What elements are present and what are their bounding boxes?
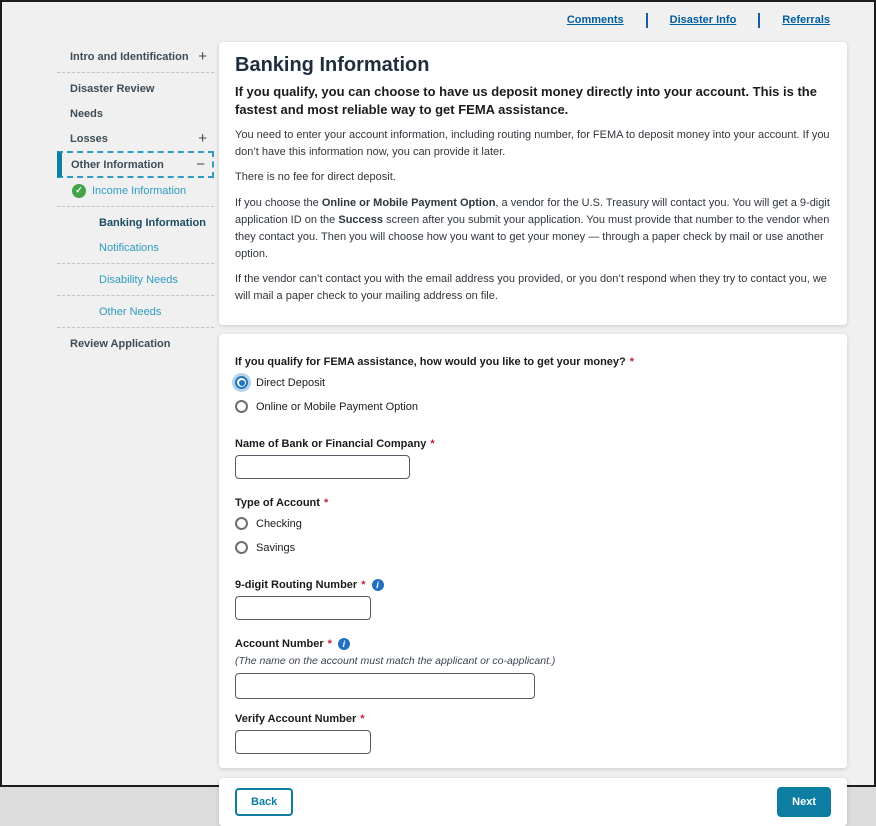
- referrals-link[interactable]: Referrals: [782, 14, 830, 26]
- sidebar-item-needs[interactable]: [57, 101, 214, 126]
- sidebar-nav: [2, 38, 219, 356]
- sidebar-item-disability-needs[interactable]: [57, 267, 214, 292]
- bank-name-input[interactable]: [235, 455, 410, 479]
- sidebar-item-intro-and-identification[interactable]: [57, 44, 214, 69]
- label-text: Verify Account Number: [235, 712, 357, 725]
- sidebar-item-label: Other Information: [71, 158, 164, 171]
- routing-number-label: [235, 579, 831, 591]
- direct-deposit-radio[interactable]: [235, 376, 248, 389]
- sidebar-item-other-needs[interactable]: [57, 299, 214, 324]
- next-button[interactable]: Next: [777, 787, 831, 817]
- label-text: Name of Bank or Financial Company: [235, 437, 427, 450]
- sidebar-item-label: Intro and Identification: [70, 50, 189, 63]
- sidebar-item-losses[interactable]: [57, 126, 214, 151]
- label-text: Account Number: [235, 637, 324, 650]
- sidebar-item-label: Disability Needs: [99, 273, 178, 286]
- label-text: Type of Account: [235, 496, 320, 509]
- content-area: [2, 38, 874, 826]
- savings-radio[interactable]: [235, 541, 248, 554]
- online-mobile-payment-radio[interactable]: [235, 400, 248, 413]
- routing-info-icon[interactable]: i: [372, 579, 384, 591]
- back-button[interactable]: Back: [235, 788, 293, 816]
- sidebar-item-other-information[interactable]: [57, 151, 214, 178]
- intro-paragraph-4: If the vendor can’t contact you with the email address you provided, or you don’t respond when they try to contact you, we will mail a paper check to your mailing address on file.: [235, 272, 827, 302]
- sidebar-item-label: Disaster Review: [70, 82, 155, 95]
- paragraph-bold-text: Online or Mobile Payment Option: [321, 196, 496, 209]
- comments-link[interactable]: Comments: [566, 14, 624, 26]
- sidebar-item-label: Income Information: [92, 184, 187, 197]
- radio-label: Direct Deposit: [256, 376, 326, 389]
- paragraph-text: , a vendor for the U.S. Treasury will contact you. You will get a 9-digit application ID on the: [235, 196, 830, 226]
- sidebar-item-review-application[interactable]: [57, 331, 214, 356]
- direct-deposit-option[interactable]: [235, 374, 831, 392]
- topbar: [2, 2, 874, 38]
- bank-name-label: [235, 438, 831, 450]
- paragraph-text: screen after you submit your application. You must provide that number to the vendor when they contact you. Then you will choose how you want to get your money — through a paper check by mail or use another option.: [235, 213, 830, 260]
- required-marker: *: [360, 712, 365, 725]
- account-type-label: [235, 497, 831, 509]
- verify-account-number-label: [235, 713, 831, 725]
- sidebar-divider: [57, 295, 214, 296]
- radio-label: Savings: [256, 541, 296, 554]
- radio-label: Checking: [256, 517, 302, 530]
- topbar-divider: [646, 13, 648, 28]
- sidebar-item-banking-information[interactable]: [57, 210, 214, 235]
- sidebar-item-label: Notifications: [99, 241, 159, 254]
- paragraph-bold-text: Success: [338, 213, 384, 226]
- sidebar-item-label: Banking Information: [99, 216, 206, 229]
- intro-lead: If you qualify, you can choose to have us deposit money directly into your account. This is the fastest and most reliable way to get FEMA assistance.: [235, 84, 817, 118]
- required-marker: *: [327, 637, 332, 650]
- sidebar-item-notifications[interactable]: [57, 235, 214, 260]
- sidebar-item-label: Review Application: [70, 337, 171, 350]
- disaster-info-link[interactable]: Disaster Info: [669, 14, 737, 26]
- required-marker: *: [323, 496, 329, 509]
- sidebar-divider: [57, 327, 214, 328]
- banking-form-card: [219, 334, 847, 768]
- sidebar-divider: [57, 72, 214, 73]
- verify-account-number-input[interactable]: [235, 730, 371, 754]
- required-marker: *: [430, 437, 435, 450]
- expand-icon: +: [198, 48, 207, 65]
- sidebar-divider: [57, 206, 214, 207]
- sidebar-item-label: Other Needs: [99, 305, 162, 318]
- routing-number-input[interactable]: [235, 596, 371, 620]
- online-mobile-payment-option[interactable]: [235, 398, 831, 416]
- sidebar-item-income-information[interactable]: [57, 178, 214, 203]
- account-number-input[interactable]: [235, 673, 535, 699]
- account-number-label: [235, 638, 831, 650]
- required-marker: *: [361, 578, 366, 591]
- checking-option[interactable]: [235, 515, 831, 533]
- payment-method-question-label: [235, 356, 831, 368]
- account-info-icon[interactable]: i: [338, 638, 350, 650]
- sidebar-divider: [57, 263, 214, 264]
- checking-radio[interactable]: [235, 517, 248, 530]
- check-icon: ✓: [72, 184, 86, 198]
- page-title: Banking Information: [235, 54, 430, 76]
- actions-card: [219, 778, 847, 826]
- intro-card: [219, 42, 847, 325]
- topbar-divider: [758, 13, 760, 28]
- collapse-icon: −: [196, 156, 205, 173]
- sidebar-item-disaster-review[interactable]: [57, 76, 214, 101]
- savings-option[interactable]: [235, 539, 831, 557]
- expand-icon: +: [198, 130, 207, 147]
- label-text: If you qualify for FEMA assistance, how would you like to get your money?: [235, 355, 626, 368]
- main-content: [219, 42, 847, 826]
- label-text: 9-digit Routing Number: [235, 578, 358, 591]
- intro-paragraph-1: You need to enter your account information, including routing number, for FEMA to deposit money into your account. If you don’t have this information now, you can provide it later.: [235, 129, 830, 159]
- required-marker: *: [629, 355, 635, 368]
- radio-label: Online or Mobile Payment Option: [256, 400, 419, 413]
- sidebar-item-label: Losses: [70, 132, 108, 145]
- sidebar-item-label: Needs: [70, 107, 104, 120]
- paragraph-text: If you choose the: [235, 196, 322, 209]
- intro-paragraph-3: [235, 195, 831, 263]
- intro-paragraph-2: There is no fee for direct deposit.: [235, 171, 396, 184]
- account-number-hint: (The name on the account must match the applicant or co-applicant.): [235, 654, 556, 667]
